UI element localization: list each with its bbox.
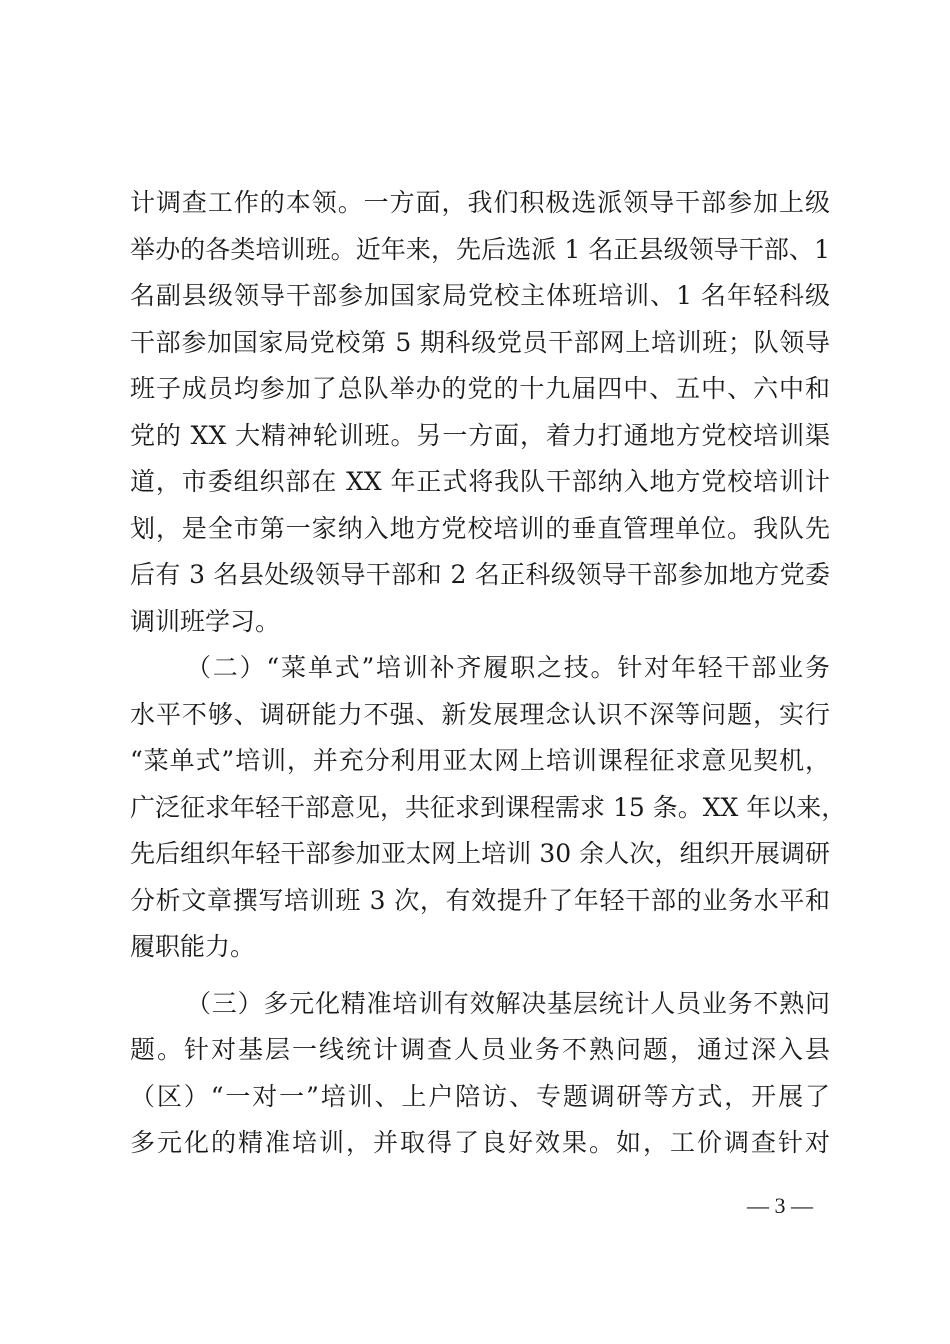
text-line: 后有 3 名县处级领导干部和 2 名正科级领导干部参加地方党委 [130,560,830,589]
text-line: （区）“一对一”培训、上户陪访、专题调研等方式，开展了 [130,1081,830,1111]
text-line: 道，市委组织部在 XX 年正式将我队干部纳入地方党校培训计 [130,467,830,496]
text-line: 干部参加国家局党校第 5 期科级党员干部网上培训班；队领导 [130,327,830,357]
text-line: 题。针对基层一线统计调查人员业务不熟问题，通过深入县 [130,1035,830,1064]
text-line: 广泛征求年轻干部意见，共征求到课程需求 15 条。XX 年以来， [130,792,847,822]
text-line: 划，是全市第一家纳入地方党校培训的垂直管理单位。我队先 [130,513,830,543]
page-number: — 3 — [747,1193,813,1218]
section-heading-line: （三）多元化精准培训有效解决基层统计人员业务不熟问 [186,988,830,1018]
body-text [130,180,847,1167]
text-line: 先后组织年轻干部参加亚太网上培训 30 余人次，组织开展调研 [130,839,830,868]
text-line: “菜单式”培训，并充分利用亚太网上培训课程征求意见契机， [130,746,830,775]
text-line: 班子成员均参加了总队举办的党的十九届四中、五中、六中和 [130,374,830,403]
text-line: 分析文章撰写培训班 3 次，有效提升了年轻干部的业务水平和 [130,885,830,915]
text-line: 调训班学习。 [130,606,281,636]
text-line: 多元化的精准培训，并取得了良好效果。如，工价调查针对 [130,1128,830,1157]
text-line: 计调查工作的本领。一方面，我们积极选派领导干部参加上级 [130,188,830,217]
text-line: 水平不够、调研能力不强、新发展理念认识不深等问题，实行 [130,699,830,729]
text-line: 名副县级领导干部参加国家局党校主体班培训、1 名年轻科级 [130,281,830,310]
text-line: 履职能力。 [130,932,256,961]
section-heading-line: （二）“菜单式”培训补齐履职之技。针对年轻干部业务 [186,653,830,682]
text-line: 党的 XX 大精神轮训班。另一方面，着力打通地方党校培训渠 [130,420,830,450]
text-line: 举办的各类培训班。近年来，先后选派 1 名正县级领导干部、1 [130,234,830,264]
